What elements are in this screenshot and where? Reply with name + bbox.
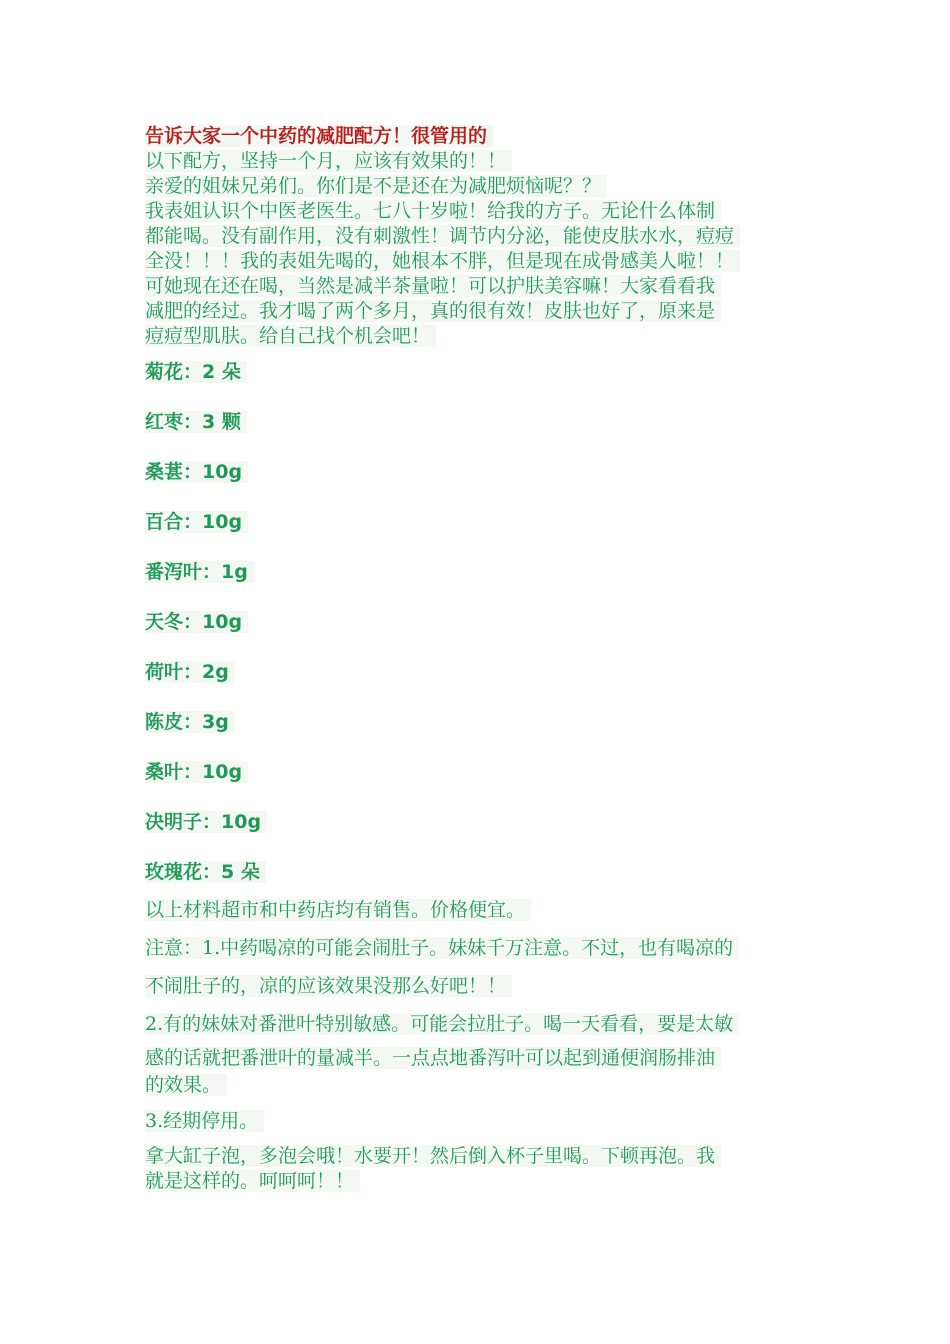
herb-item: 百合：10g xyxy=(145,509,835,559)
note-1: 注意：1.中药喝凉的可能会闹肚子。妹妹千万注意。不过，也有喝凉的 不闹肚子的，凉的应该效果没那么好吧！！ xyxy=(145,929,835,1005)
brewing-instructions: 拿大缸子泡，多泡会哦！水要开！然后倒入杯子里喝。下顿再泡。我 就是这样的。呵呵呵！！ xyxy=(145,1144,835,1194)
herb-item: 红枣：3 颗 xyxy=(145,409,835,459)
intro-line: 减肥的经过。我才喝了两个多月，真的很有效！皮肤也好了，原来是 xyxy=(145,299,835,324)
intro-line: 痘痘型肌肤。给自己找个机会吧！ xyxy=(145,324,835,349)
purchase-note: 以上材料超市和中药店均有销售。价格便宜。 xyxy=(145,891,835,929)
herb-item: 决明子：10g xyxy=(145,809,835,859)
intro-line: 全没！！！我的表姐先喝的，她根本不胖，但是现在成骨感美人啦！！ xyxy=(145,249,835,274)
document-title: 告诉大家一个中药的减肥配方！很管用的 xyxy=(145,124,835,149)
herb-item: 菊花：2 朵 xyxy=(145,359,835,409)
note-2: 2.有的妹妹对番泄叶特别敏感。可能会拉肚子。喝一天看看，要是太敏 感的话就把番泄叶的量减半。一点点地番泻叶可以起到通便润肠排油 的效果。 xyxy=(145,1005,835,1098)
herb-item: 天冬：10g xyxy=(145,609,835,659)
herb-item: 桑叶：10g xyxy=(145,759,835,809)
herb-item: 陈皮：3g xyxy=(145,709,835,759)
intro-line: 亲爱的姐妹兄弟们。你们是不是还在为减肥烦恼呢？？ xyxy=(145,174,835,199)
intro-line: 我表姐认识个中医老医生。七八十岁啦！给我的方子。无论什么体制 xyxy=(145,199,835,224)
herb-item: 番泻叶：1g xyxy=(145,559,835,609)
note-3: 3.经期停用。 xyxy=(145,1102,835,1140)
document-page xyxy=(145,124,835,1194)
herb-item: 玫瑰花：5 朵 xyxy=(145,859,835,895)
herb-item: 荷叶：2g xyxy=(145,659,835,709)
intro-line: 都能喝。没有副作用，没有刺激性！调节内分泌，能使皮肤水水，痘痘 xyxy=(145,224,835,249)
herb-list xyxy=(145,359,835,895)
intro-line: 以下配方，坚持一个月，应该有效果的！！ xyxy=(145,149,835,174)
intro-paragraph xyxy=(145,149,835,349)
herb-item: 桑葚：10g xyxy=(145,459,835,509)
intro-line: 可她现在还在喝，当然是减半茶量啦！可以护肤美容嘛！大家看看我 xyxy=(145,274,835,299)
